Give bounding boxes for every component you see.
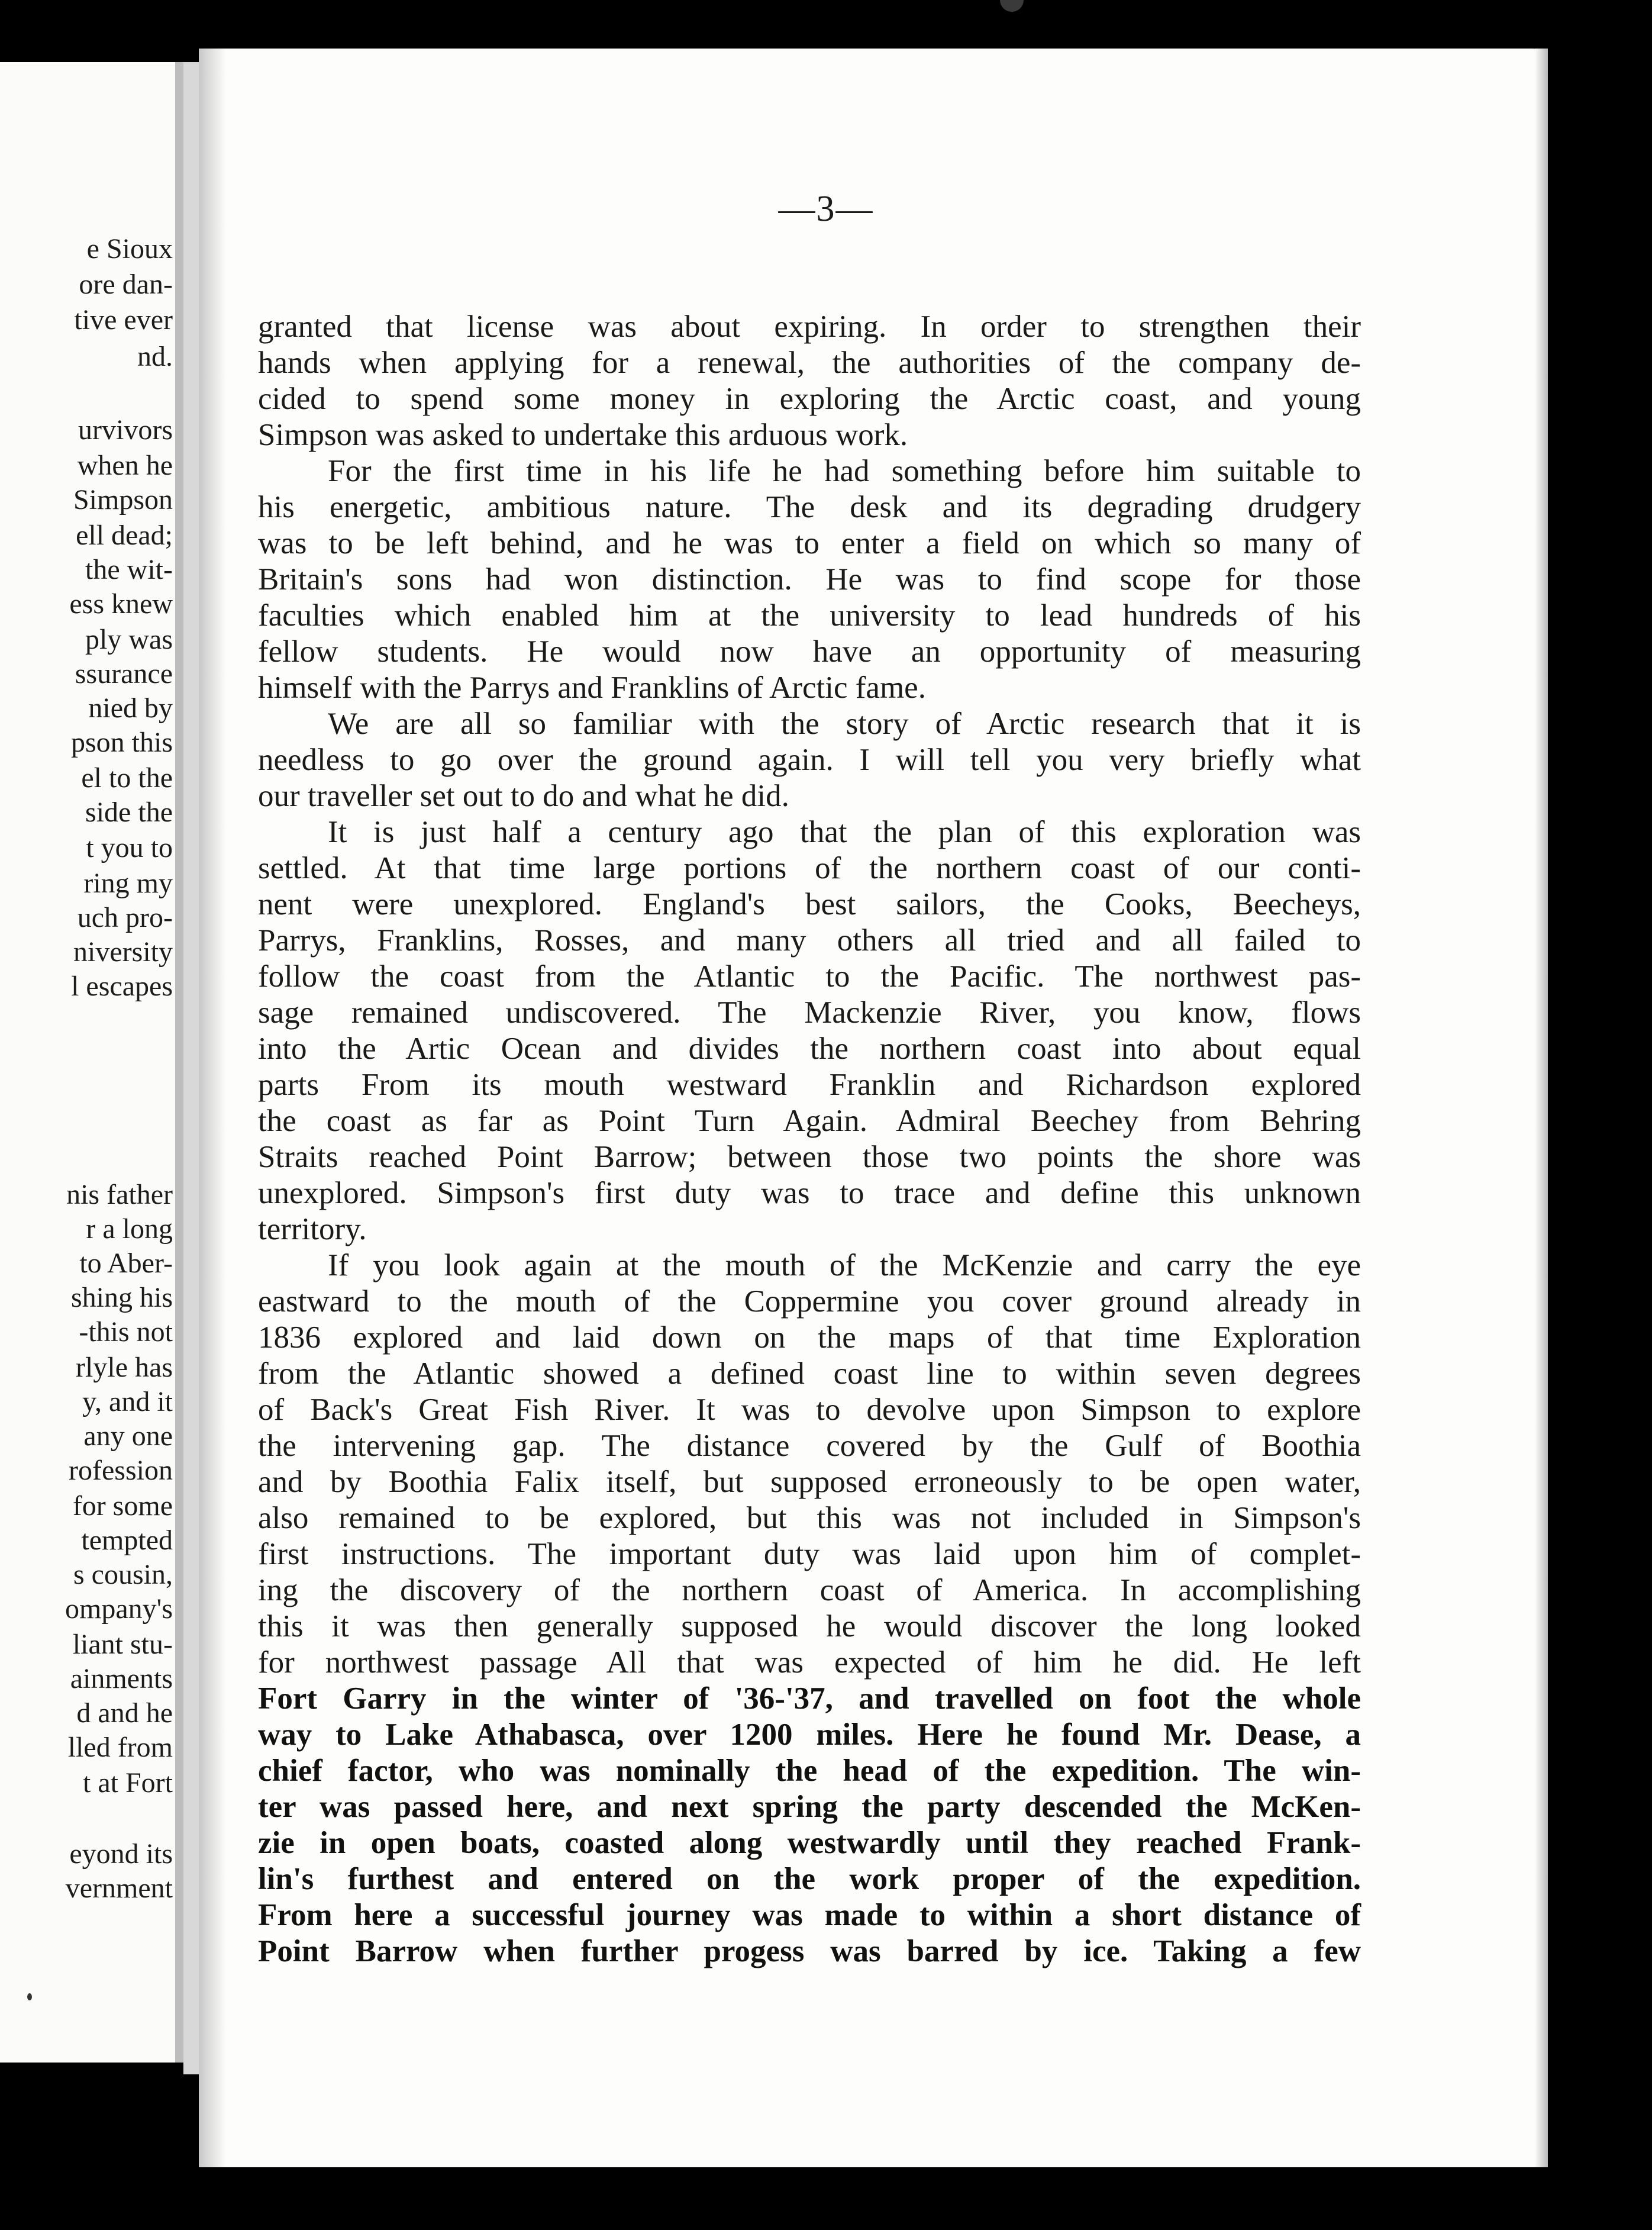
text-line: was to be left behind, and he was to enter a field on which so many of	[258, 526, 1361, 560]
left-page-line: lled from	[67, 1732, 173, 1763]
text-line: We are all so familiar with the story of Arctic research that it is	[328, 707, 1361, 741]
left-page-line: shing his	[70, 1282, 173, 1313]
text-line: territory.	[258, 1212, 367, 1246]
text-line: It is just half a century ago that the plan of this exploration was	[328, 815, 1361, 849]
scan-speck	[27, 1993, 32, 2000]
left-page-line: y, and it	[82, 1386, 173, 1417]
left-page-line: tempted	[81, 1525, 173, 1556]
body-text	[258, 309, 1361, 1970]
text-line: unexplored. Simpson's first duty was to trace and define this unknown	[258, 1176, 1361, 1210]
left-page-line: nd.	[137, 341, 173, 372]
left-page-line: eyond its	[69, 1838, 173, 1870]
left-page-line: r a long	[86, 1213, 173, 1245]
text-line: ter was passed here, and next spring the party descended the McKen-	[258, 1790, 1361, 1824]
left-page-line: s cousin,	[73, 1559, 173, 1590]
text-line: If you look again at the mouth of the McKenzie and carry the eye	[328, 1248, 1361, 1282]
text-line: granted that license was about expiring. In order to strengthen their	[258, 310, 1361, 344]
left-page-line: tive ever	[74, 304, 173, 336]
text-line: first instructions. The important duty was laid upon him of complet-	[258, 1537, 1361, 1571]
text-line: nent were unexplored. England's best sailors, the Cooks, Beecheys,	[258, 887, 1361, 921]
left-page-line: nis father	[66, 1179, 173, 1210]
text-line: 1836 explored and laid down on the maps of that time Exploration	[258, 1320, 1361, 1355]
left-page-line: ply was	[85, 624, 173, 655]
text-line: the coast as far as Point Turn Again. Admiral Beechey from Behring	[258, 1104, 1361, 1138]
left-page-line: side the	[85, 797, 173, 828]
text-line: from the Atlantic showed a defined coast line to within seven degrees	[258, 1356, 1361, 1391]
text-line: Parrys, Franklins, Rosses, and many others all tried and all failed to	[258, 923, 1361, 958]
text-line: sage remained undiscovered. The Mackenzie River, you know, flows	[258, 995, 1361, 1030]
text-line: chief factor, who was nominally the head of the expedition. The win-	[258, 1754, 1361, 1788]
left-page-line: ell dead;	[76, 520, 173, 551]
text-line: of Back's Great Fish River. It was to devolve upon Simpson to explore	[258, 1393, 1361, 1427]
left-page-line: vernment	[65, 1873, 173, 1904]
text-line: zie in open boats, coasted along westwardly until they reached Frank-	[258, 1826, 1361, 1860]
text-line: Fort Garry in the winter of '36-'37, and travelled on foot the whole	[258, 1681, 1361, 1716]
left-page-line: e Sioux	[86, 233, 173, 265]
text-line: follow the coast from the Atlantic to the Pacific. The northwest pas-	[258, 959, 1361, 994]
text-line: and by Boothia Falix itself, but supposed erroneously to be open water,	[258, 1465, 1361, 1499]
left-page-line: -this not	[79, 1316, 173, 1348]
text-line: for northwest passage All that was expected of him he did. He left	[258, 1645, 1361, 1680]
left-page-line: el to the	[81, 762, 173, 794]
left-page-line: ssurance	[75, 658, 173, 689]
text-line: his energetic, ambitious nature. The desk and its degrading drudgery	[258, 490, 1361, 524]
left-page-line: pson this	[70, 727, 173, 758]
left-page-line: urvivors	[78, 414, 173, 446]
text-line: Point Barrow when further progess was barred by ice. Taking a few	[258, 1934, 1361, 1968]
text-line: settled. At that time large portions of the northern coast of our conti-	[258, 851, 1361, 885]
text-line: himself with the Parrys and Franklins of Arctic fame.	[258, 671, 926, 705]
left-page-line: Simpson	[73, 484, 173, 515]
left-page-line: any one	[83, 1420, 173, 1452]
page-number: —3—	[778, 189, 874, 229]
left-page-line: ring my	[83, 868, 173, 899]
left-page-line: niversity	[73, 936, 173, 968]
text-line: cided to spend some money in exploring the Arctic coast, and young	[258, 382, 1361, 416]
text-line: this it was then generally supposed he would discover the long looked	[258, 1609, 1361, 1644]
text-line: For the first time in his life he had something before him suitable to	[328, 454, 1361, 488]
left-page-line: t you to	[86, 832, 173, 863]
text-line: way to Lake Athabasca, over 1200 miles. Here he found Mr. Dease, a	[258, 1717, 1361, 1752]
left-page-edge	[175, 62, 183, 2063]
left-page-line: nied by	[88, 692, 173, 724]
text-line: the intervening gap. The distance covered by the Gulf of Boothia	[258, 1429, 1361, 1463]
left-page-fragment	[0, 62, 183, 2063]
left-page-line: ompany's	[65, 1593, 173, 1625]
left-page-line: ore dan-	[79, 269, 173, 300]
left-page-line: the wit-	[85, 554, 173, 585]
left-page-line: when he	[77, 450, 173, 481]
text-line: Simpson was asked to undertake this arduous work.	[258, 418, 908, 452]
left-page-line: d and he	[76, 1697, 173, 1729]
page-right-edge	[1535, 49, 1548, 2167]
left-page-line: uch pro-	[77, 902, 173, 933]
text-line: eastward to the mouth of the Coppermine you cover ground already in	[258, 1284, 1361, 1319]
left-page-line: for some	[72, 1490, 173, 1522]
text-line: parts From its mouth westward Franklin and Richardson explored	[258, 1068, 1361, 1102]
text-line: our traveller set out to do and what he did.	[258, 779, 789, 813]
left-page-line: ess knew	[69, 588, 173, 620]
page-fold-shadow	[199, 49, 226, 2167]
text-line: Straits reached Point Barrow; between those two points the shore was	[258, 1140, 1361, 1174]
left-page-line: to Aber-	[79, 1248, 173, 1279]
left-page-line: t at Fort	[83, 1767, 173, 1799]
scan-artifact	[1000, 0, 1024, 12]
text-line: ing the discovery of the northern coast of America. In accomplishing	[258, 1573, 1361, 1607]
left-page-line: ainments	[70, 1663, 173, 1694]
text-line: From here a successful journey was made to within a short distance of	[258, 1898, 1361, 1932]
text-line: lin's furthest and entered on the work proper of the expedition.	[258, 1862, 1361, 1896]
left-page-line: rofession	[69, 1455, 173, 1486]
text-line: faculties which enabled him at the university to lead hundreds of his	[258, 598, 1361, 633]
text-line: fellow students. He would now have an opportunity of measuring	[258, 634, 1361, 669]
text-line: hands when applying for a renewal, the authorities of the company de-	[258, 346, 1361, 380]
left-page-line: rlyle has	[76, 1352, 173, 1383]
text-line: also remained to be explored, but this was not included in Simpson's	[258, 1501, 1361, 1535]
text-line: Britain's sons had won distinction. He was to find scope for those	[258, 562, 1361, 597]
left-page-line: l escapes	[71, 971, 173, 1002]
left-page-line: liant stu-	[72, 1629, 173, 1660]
text-line: into the Artic Ocean and divides the northern coast into about equal	[258, 1032, 1361, 1066]
text-line: needless to go over the ground again. I will tell you very briefly what	[258, 743, 1361, 777]
